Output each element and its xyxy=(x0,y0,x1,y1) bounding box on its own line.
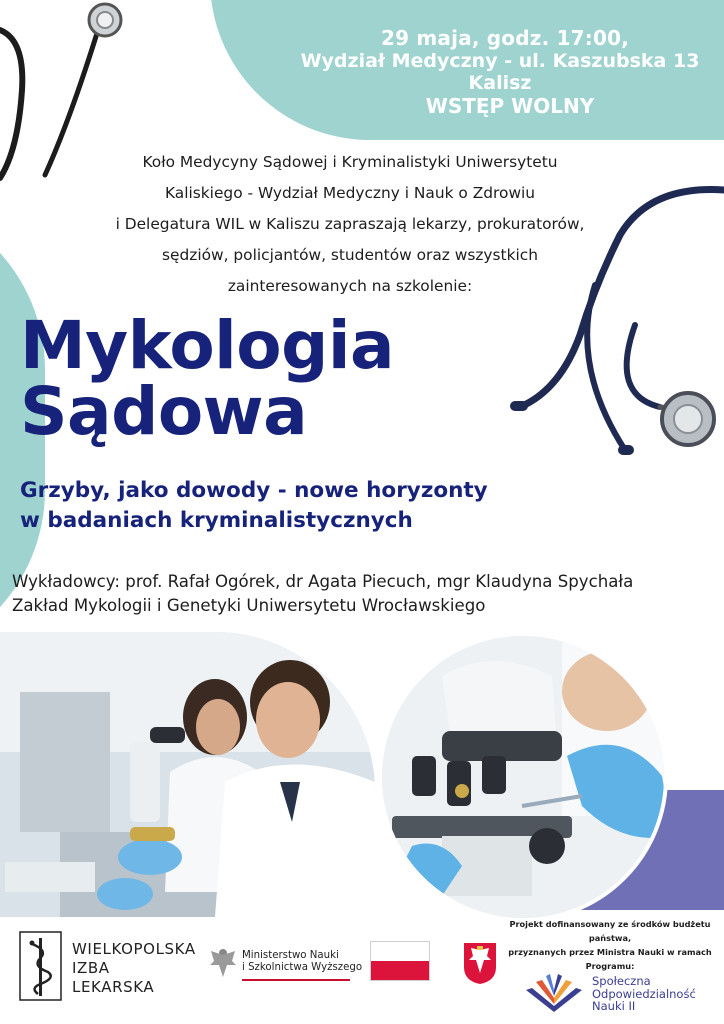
caduceus-icon xyxy=(18,930,63,1002)
open-book-icon xyxy=(522,972,586,1016)
flag-white-stripe xyxy=(371,942,429,961)
event-date: 29 maja, godz. 17:00, xyxy=(380,26,630,50)
program-logo-line: Odpowiedzialność xyxy=(592,986,696,1001)
invitation-text xyxy=(90,147,610,302)
free-entry-label: WSTĘP WOLNY xyxy=(425,94,595,118)
invitation-line: zainteresowanych na szkolenie: xyxy=(227,277,473,295)
flag-red-stripe xyxy=(371,961,429,980)
title-line: Mykologia xyxy=(20,307,395,384)
program-logo-line: Społeczna xyxy=(592,974,651,988)
wil-logo-text xyxy=(72,940,196,997)
funding-note xyxy=(505,917,715,973)
poster-title xyxy=(20,307,395,450)
ministry-logo-text xyxy=(242,950,362,974)
wil-logo-line: WIELKOPOLSKA xyxy=(72,940,196,958)
funding-line: Projekt dofinansowany ze środków budżetu państwa, xyxy=(509,919,711,943)
poster-subtitle xyxy=(20,476,620,536)
wil-logo-line: LEKARSKA xyxy=(72,978,155,996)
lecturers-affiliation: Zakład Mykologii i Genetyki Uniwersytetu Wrocławskiego xyxy=(12,596,486,615)
subtitle-line: w badaniach kryminalistycznych xyxy=(20,508,413,533)
ministry-divider xyxy=(242,979,350,981)
subtitle-line: Grzyby, jako dowody - nowe horyzonty xyxy=(20,478,488,503)
funding-line: Programu: xyxy=(585,961,635,971)
title-line: Sądowa xyxy=(20,373,308,450)
event-location: Wydział Medyczny - ul. Kaszubska 13 Kalisz xyxy=(300,50,700,94)
invitation-line: sędziów, policjantów, studentów oraz wszystkich xyxy=(161,246,538,264)
invitation-line: Koło Medycyny Sądowej i Kryminalistyki Uniwersytetu xyxy=(142,153,558,171)
lab-photo-microscope xyxy=(378,632,668,922)
ministry-logo-line: i Szkolnictwa Wyższego xyxy=(242,962,363,973)
lab-photo-researchers xyxy=(0,632,375,917)
lecturers-info xyxy=(12,570,712,618)
program-logo-text xyxy=(592,975,696,1013)
coat-of-arms-icon xyxy=(462,941,498,985)
invitation-line: Kaliskiego - Wydział Medyczny i Nauk o Zdrowiu xyxy=(164,184,536,202)
invitation-line: i Delegatura WIL w Kaliszu zapraszają lekarzy, prokuratorów, xyxy=(115,215,585,233)
eagle-icon xyxy=(208,945,238,979)
ministry-logo-line: Ministerstwo Nauki xyxy=(242,950,339,961)
wil-logo-line: IZBA xyxy=(72,959,110,977)
polish-flag xyxy=(370,941,430,981)
lecturers-names: Wykładowcy: prof. Rafał Ogórek, dr Agata Piecuch, mgr Klaudyna Spychała xyxy=(12,572,634,591)
funding-line: przyznanych przez Ministra Nauki w ramach xyxy=(508,947,712,957)
program-logo-line: Nauki II xyxy=(592,999,636,1013)
